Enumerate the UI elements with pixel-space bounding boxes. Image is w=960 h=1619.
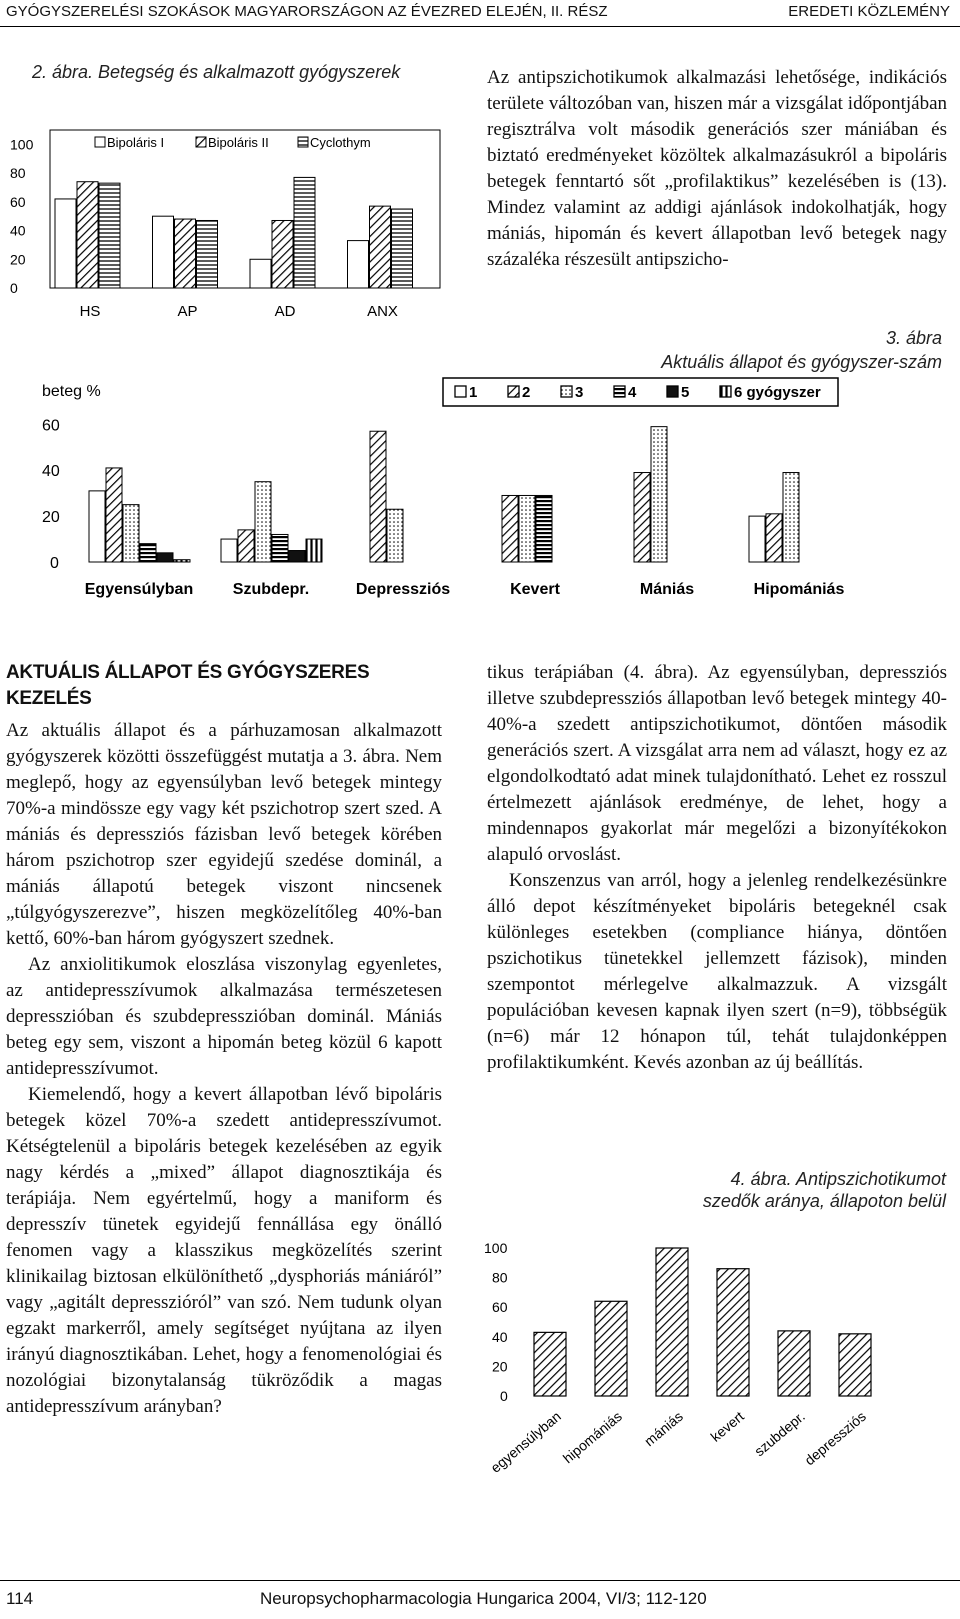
fig3-caption-num: 3. ábra bbox=[885, 328, 942, 348]
fig3-bar bbox=[174, 560, 190, 562]
fig3-legend-label: 5 bbox=[681, 384, 690, 401]
fig3-legend-label: 6 gyógyszer bbox=[734, 384, 821, 401]
fig3-legend-swatch bbox=[667, 386, 678, 397]
fig3-bar bbox=[766, 514, 782, 562]
fig3-bar bbox=[289, 551, 305, 562]
fig2-ytick-label: 60 bbox=[10, 193, 26, 210]
fig3-ytick-label: 20 bbox=[42, 509, 60, 527]
fig3-category-label: Mániás bbox=[639, 581, 695, 598]
fig4-caption bbox=[703, 1168, 946, 1212]
fig3-ytick-label: 40 bbox=[42, 463, 60, 481]
fig3-chart bbox=[0, 376, 960, 616]
header-section: EREDETI KÖZLEMÉNY bbox=[788, 3, 950, 20]
fig4-ytick-label: 100 bbox=[484, 1240, 508, 1256]
fig2-bar bbox=[175, 219, 196, 288]
fig2-bar bbox=[153, 216, 174, 288]
fig3-ytick-label: 60 bbox=[42, 417, 60, 435]
fig3-bar bbox=[272, 534, 288, 562]
fig3-legend-label: 1 bbox=[469, 384, 478, 401]
left-paragraph-2: Az anxiolitikumok eloszlása viszonylag egyenletes, az antidepresszívumok alkalmazása természetesen depresszióban és szubdepresszióban dominál. Mániás beteg egy sem, viszont a hipomán beteg közül 6 kapott antidepresszívumot. bbox=[6, 954, 442, 1079]
fig3-category-label: Kevert bbox=[510, 581, 560, 598]
fig2-bar bbox=[392, 209, 413, 288]
fig3-bar bbox=[502, 495, 518, 562]
fig3-legend-swatch bbox=[720, 386, 731, 397]
fig4-chart bbox=[480, 1228, 940, 1538]
fig4-category-label: szubdepr. bbox=[751, 1408, 808, 1460]
fig3-legend-label: 2 bbox=[522, 384, 531, 401]
fig3-category-label: Egyensúlyban bbox=[84, 581, 194, 598]
fig4-category-label: depressziós bbox=[801, 1408, 869, 1469]
left-paragraph-1: Az aktuális állapot és a párhuzamosan alkalmazott gyógyszerek közötti összefüggést mutatja a 3. ábra. Nem meglepő, hogy az egyensúlyban levő betegek mintegy 70%-a mindössze egy vagy két pszichotrop szert szed. A mániás és depressziós fázisban levő betegek körében három pszichotrop szer egyidejű szedése dominál, a mániás állapotú betegek viszont nincsenek „túlgyógyszerezve”, hiszen megközelítőleg 40%-ban kettő, 60%-ban három gyógyszert szednek. bbox=[6, 720, 442, 949]
fig4-ytick-label: 40 bbox=[492, 1328, 508, 1345]
fig4-ytick-label: 60 bbox=[492, 1299, 508, 1316]
fig2-bar bbox=[348, 241, 369, 288]
fig3-bar bbox=[238, 530, 254, 562]
fig3-bar bbox=[387, 509, 403, 562]
fig3-bar bbox=[370, 431, 386, 562]
page-number: 114 bbox=[6, 1589, 34, 1608]
fig2-legend-swatch bbox=[95, 137, 105, 147]
fig4-bar bbox=[717, 1269, 749, 1396]
fig3-bar bbox=[157, 553, 173, 562]
fig4-bar bbox=[778, 1331, 810, 1396]
fig2-bar bbox=[55, 199, 76, 288]
fig3-bar bbox=[106, 468, 122, 562]
fig4-category-label: mániás bbox=[641, 1408, 686, 1450]
fig2-chart bbox=[0, 88, 470, 333]
fig2-legend-swatch bbox=[298, 137, 308, 147]
fig2-ytick-label: 40 bbox=[10, 222, 26, 239]
fig4-bar bbox=[595, 1301, 627, 1396]
fig3-bar bbox=[783, 473, 799, 562]
fig3-caption bbox=[661, 326, 942, 374]
fig3-bar bbox=[306, 539, 322, 562]
right-top-text bbox=[487, 65, 947, 273]
fig2-bar bbox=[197, 220, 218, 288]
fig3-category-label: Hipomániás bbox=[753, 581, 845, 598]
fig2-bar bbox=[250, 259, 271, 288]
fig3-bar bbox=[634, 473, 650, 562]
fig3-bar bbox=[651, 427, 667, 562]
fig2-ytick-label: 80 bbox=[10, 165, 26, 182]
fig4-category-label: kevert bbox=[707, 1408, 747, 1445]
fig3-bar bbox=[140, 544, 156, 562]
fig2-bar bbox=[99, 183, 120, 288]
fig3-bar bbox=[255, 482, 271, 562]
fig3-bar bbox=[536, 495, 552, 562]
fig3-bar bbox=[221, 539, 237, 562]
right-paragraph-1: tikus terápiában (4. ábra). Az egyensúlyban, depressziós illetve szubdepressziós állapotban levő betegek mintegy 40-40%-a szedett antipszichotikumot, döntően második generációs szert. A vizsgálat arra nem ad választ, hogy ez az elgondolkodtató adat minek tulajdonítható. Lehet ez rosszul értelmezett ajánlások eredménye, de lehet, hogy a mindennapos gyakorlat már megelőzi a bizonyítékokon alapuló orvoslást. bbox=[487, 662, 947, 865]
fig4-caption-line1: 4. ábra. Antipszichotikumot bbox=[730, 1169, 946, 1189]
fig4-bar bbox=[839, 1334, 871, 1396]
fig3-legend-swatch bbox=[614, 386, 625, 397]
fig3-bar bbox=[123, 505, 139, 562]
fig4-bar bbox=[656, 1248, 688, 1396]
fig3-bar bbox=[519, 495, 535, 562]
fig3-legend-swatch bbox=[455, 386, 466, 397]
fig2-legend-label: Bipoláris II bbox=[208, 135, 269, 150]
fig3-bar bbox=[749, 516, 765, 562]
fig3-legend-swatch bbox=[508, 386, 519, 397]
fig3-ytick-label: 0 bbox=[50, 555, 59, 572]
fig2-bar bbox=[272, 220, 293, 288]
fig2-ytick-label: 100 bbox=[10, 136, 34, 153]
fig2-ytick-label: 0 bbox=[10, 280, 18, 296]
fig2-bar bbox=[370, 206, 391, 288]
fig3-bar bbox=[89, 491, 105, 562]
header-title: GYÓGYSZERELÉSI SZOKÁSOK MAGYARORSZÁGON AZ ÉVEZRED ELEJÉN, II. RÉSZ bbox=[6, 3, 608, 20]
fig4-bar bbox=[534, 1332, 566, 1396]
fig2-category-label: ANX bbox=[367, 303, 398, 320]
fig4-caption-line2: szedők aránya, állapoton belül bbox=[702, 1191, 946, 1211]
fig3-ylabel: beteg % bbox=[42, 383, 101, 400]
fig3-legend-label: 3 bbox=[575, 384, 584, 401]
fig2-legend-label: Cyclothym bbox=[310, 135, 371, 150]
fig2-category-label: HS bbox=[79, 303, 101, 320]
right-column-text bbox=[487, 660, 947, 1076]
fig3-caption-title: Aktuális állapot és gyógyszer-szám bbox=[661, 352, 942, 372]
right-top-paragraph: Az antipszichotikumok alkalmazási lehetősége, indikációs területe változóban van, hiszen már a vizsgálat időpontjában regisztrálva volt második generációs szer mániában és biztató eredményeket közöltek alkalmazásukról a bipoláris betegek fenntartó sőt „profilaktikus” kezelésében is (13). Mindez valamint az addigi ajánlások indokolhatják, hogy mániás, hipomán és kevert állapotban levő betegek nagy százaléka részesült antipszicho- bbox=[487, 67, 947, 270]
fig3-category-label: Depressziós bbox=[355, 581, 451, 598]
section-heading: AKTUÁLIS ÁLLAPOT ÉS GYÓGYSZERES KEZELÉS bbox=[6, 662, 370, 709]
fig2-category-label: AD bbox=[274, 303, 296, 320]
fig4-category-label: egyensúlyban bbox=[487, 1408, 564, 1476]
fig2-legend-swatch bbox=[196, 137, 206, 147]
fig2-bar bbox=[77, 182, 98, 288]
left-paragraph-3: Kiemelendő, hogy a kevert állapotban lévő bipoláris betegek közel 70%-a szedett antidepresszívumot. Kétségtelenül a bipoláris betegek kezelésében az egyik nagy kérdés a „mixed” állapot diagnosztikája és terápiája. Nem egyértelmű, hogy a maniform és depresszív tünetek egyidejű fennállása egy önálló fenomen vagy a klasszikus megközelítés szerint klinikailag biztosan elkülöníthető „dysphoriás mániáról” vagy „agitált depresszióról” van szó. Nem tudunk olyan egzakt markerről, amely segítséget nyújtana az ilyen irányú diagnosztikában. Lehet, hogy a fenomenológiai és nozológiai bizonytalanság tükröződik a magas antidepresszívum arányban? bbox=[6, 1084, 442, 1417]
fig3-category-label: Szubdepr. bbox=[232, 581, 310, 598]
journal-citation: Neuropsychopharmacologia Hungarica 2004, VI/3; 112-120 bbox=[260, 1589, 707, 1608]
right-paragraph-2: Konszenzus van arról, hogy a jelenleg rendelkezésünkre álló depot készítményeket bipoláris betegeknél csak különleges esetekben (compliance hiánya, döntően pszichotikus tünetekkel jellemzett fázisok), minden szempontot mérlegelve alkalmazzuk. A vizsgált populációban kevesen kapnak ilyen szert (n=9), többségük (n=6) már 12 hónapon túl, tehát tulajdonképpen profilaktikumként. Kevés azonban az új beállítás. bbox=[487, 870, 947, 1073]
fig2-category-label: AP bbox=[177, 303, 198, 320]
fig4-ytick-label: 0 bbox=[500, 1388, 508, 1404]
page-footer bbox=[0, 1580, 960, 1611]
fig2-bar bbox=[294, 177, 315, 288]
fig2-ytick-label: 20 bbox=[10, 251, 26, 268]
left-column-text bbox=[6, 718, 442, 1420]
running-header bbox=[0, 0, 960, 27]
fig4-ytick-label: 20 bbox=[492, 1358, 508, 1375]
fig2-caption: 2. ábra. Betegség és alkalmazott gyógyszerek bbox=[32, 62, 401, 82]
fig4-category-label: hipomániás bbox=[559, 1408, 625, 1467]
fig4-ytick-label: 80 bbox=[492, 1269, 508, 1286]
fig2-legend-label: Bipoláris I bbox=[107, 135, 165, 150]
fig3-legend-swatch bbox=[561, 386, 572, 397]
fig3-legend-label: 4 bbox=[628, 384, 637, 401]
